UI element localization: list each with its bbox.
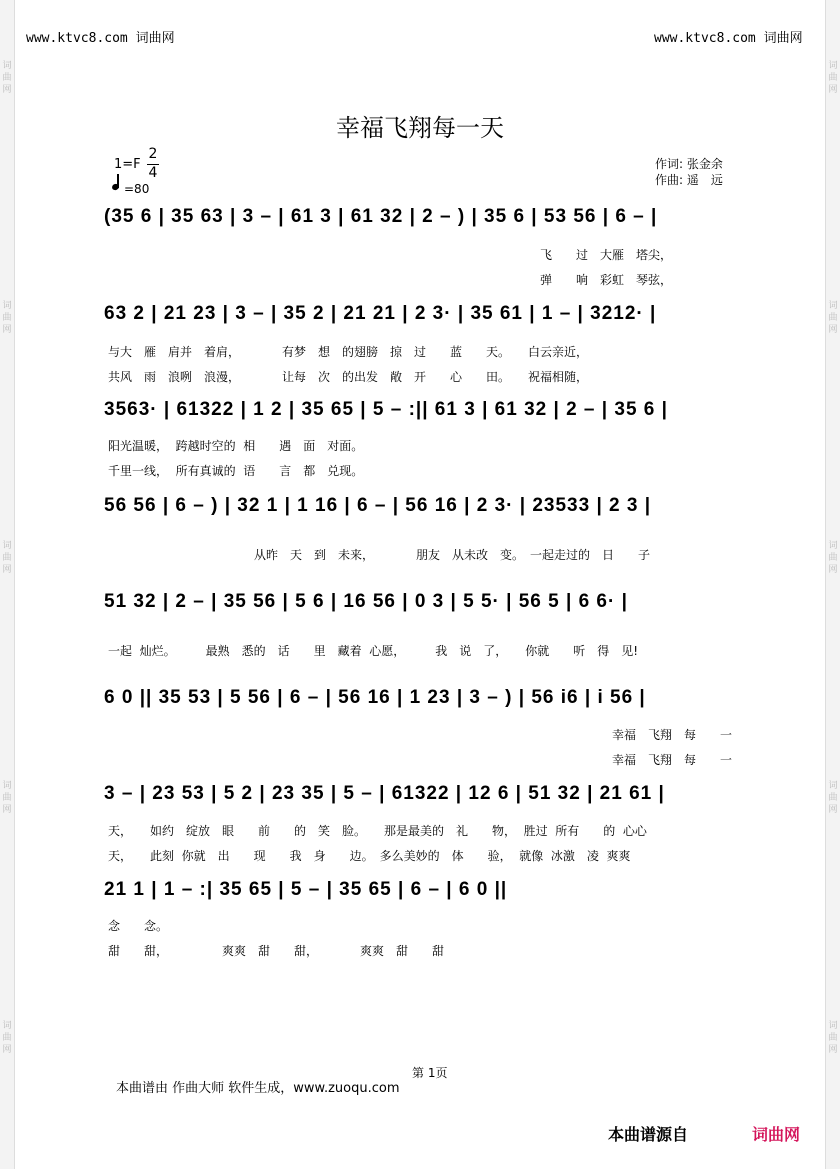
source-site-link[interactable]: 词曲网 [752,1125,801,1144]
lyric-verse-1: 天， 如约 绽放 眼 前 的 笑 脸。 那是最美的 礼 物， 胜过 所有 的 心心 [108,824,647,838]
lyric-verse-1: 幸福 飞翔 每 一 [612,728,733,742]
header-site-left[interactable]: www.ktvc8.com 词曲网 [26,31,175,46]
lyric-verse-2: 幸福 飞翔 每 一 [612,753,733,767]
score-line-6 [104,686,760,726]
composer-credit: 作曲: 遥 远 [655,173,723,187]
edge-watermark: 词曲网 [828,61,838,95]
notation-row: (35 6 | 35 63 | 3 – | 61 3 | 61 32 | 2 – ) | 35 6 | 53 56 | 6 – | [104,206,658,227]
score-line-2 [104,302,760,342]
lyric-verse-1: 念 念。 [108,919,169,933]
lyric-verse-2: 千里一线， 所有真诚的 语 言 都 兑现。 [108,464,364,478]
tempo-mark: =80 [124,182,150,196]
notation-row: 51 32 | 2 – | 35 56 | 5 6 | 16 56 | 0 3 | 5 5· | 56 5 | 6 6· | [104,591,628,612]
header-site-right[interactable]: www.ktvc8.com 词曲网 [654,31,803,46]
song-title: 幸福飞翔每一天 [336,114,504,142]
lyric-verse-1: 从昨 天 到 未来， 朋友 从未改 变。 一起走过的 日 子 [254,548,651,562]
edge-watermark: 词曲网 [828,781,838,815]
notation-row: 63 2 | 21 23 | 3 – | 35 2 | 21 21 | 2 3· | 35 61 | 1 – | 3212· | [104,303,657,324]
notation-row: 56 56 | 6 – ) | 32 1 | 1 16 | 6 – | 56 16 | 2 3· | 23533 | 2 3 | [104,495,652,516]
lyric-verse-2: 甜 甜， 爽爽 甜 甜， 爽爽 甜 甜 [108,944,445,958]
lyric-verse-1: 阳光温暖， 跨越时空的 相 遇 面 对面。 [108,439,364,453]
lyric-verse-1: 飞 过 大雁 塔尖， [540,248,673,262]
notation-row: 21 1 | 1 – :| 35 65 | 5 – | 35 65 | 6 – | 6 0 || [104,879,508,900]
key-signature: 1=F [114,157,141,172]
notation-row: 6 0 || 35 53 | 5 56 | 6 – | 56 16 | 1 23 | 3 – ) | 56 i6 | i 56 | [104,687,646,708]
edge-watermark: 词曲网 [828,1021,838,1055]
lyric-verse-2: 天， 此刻 你就 出 现 我 身 边。 多么美妙的 体 验， 就像 冰激 凌 爽爽 [108,849,631,863]
edge-watermark: 词曲网 [2,61,12,95]
left-border-strip [0,0,15,1169]
score-line-7 [104,782,760,822]
score-line-3 [104,398,760,438]
quarter-note-head-icon [111,183,120,191]
score-line-4 [104,494,760,534]
notation-row: 3 – | 23 53 | 5 2 | 23 35 | 5 – | 61322 | 12 6 | 51 32 | 21 61 | [104,783,665,804]
edge-watermark: 词曲网 [828,541,838,575]
edge-watermark: 词曲网 [2,541,12,575]
edge-watermark: 词曲网 [2,781,12,815]
score-line-8 [104,878,760,918]
lyric-verse-1: 与大 雁 肩并 着肩， 有梦 想 的翅膀 掠 过 蓝 天。 白云亲近， [108,345,589,359]
score-line-5 [104,590,760,630]
lyric-verse-1: 一起 灿烂。 最熟 悉的 话 里 藏着 心愿， 我 说 了， 你就 听 得 见! [108,644,639,658]
time-signature-bottom: 4 [148,165,158,181]
lyric-verse-2: 弹 响 彩虹 琴弦， [540,273,673,287]
right-border-strip [825,0,840,1169]
time-signature-top: 2 [148,146,158,162]
edge-watermark: 词曲网 [2,1021,12,1055]
source-label: 本曲谱源自 [608,1125,689,1144]
edge-watermark: 词曲网 [2,301,12,335]
notation-row: 3563· | 61322 | 1 2 | 35 65 | 5 – :|| 61 3 | 61 32 | 2 – | 35 6 | [104,399,668,420]
page-number: 第 1页 [412,1066,448,1080]
lyricist-credit: 作词: 张金余 [655,157,723,171]
footer-note: 本曲谱由 作曲大师 软件生成，www.zuoqu.com [116,1081,400,1096]
edge-watermark: 词曲网 [828,301,838,335]
lyric-verse-2: 共风 雨 浪咧 浪漫， 让每 次 的出发 敞 开 心 田。 祝福相随， [108,370,589,384]
score-line-1 [104,205,760,245]
